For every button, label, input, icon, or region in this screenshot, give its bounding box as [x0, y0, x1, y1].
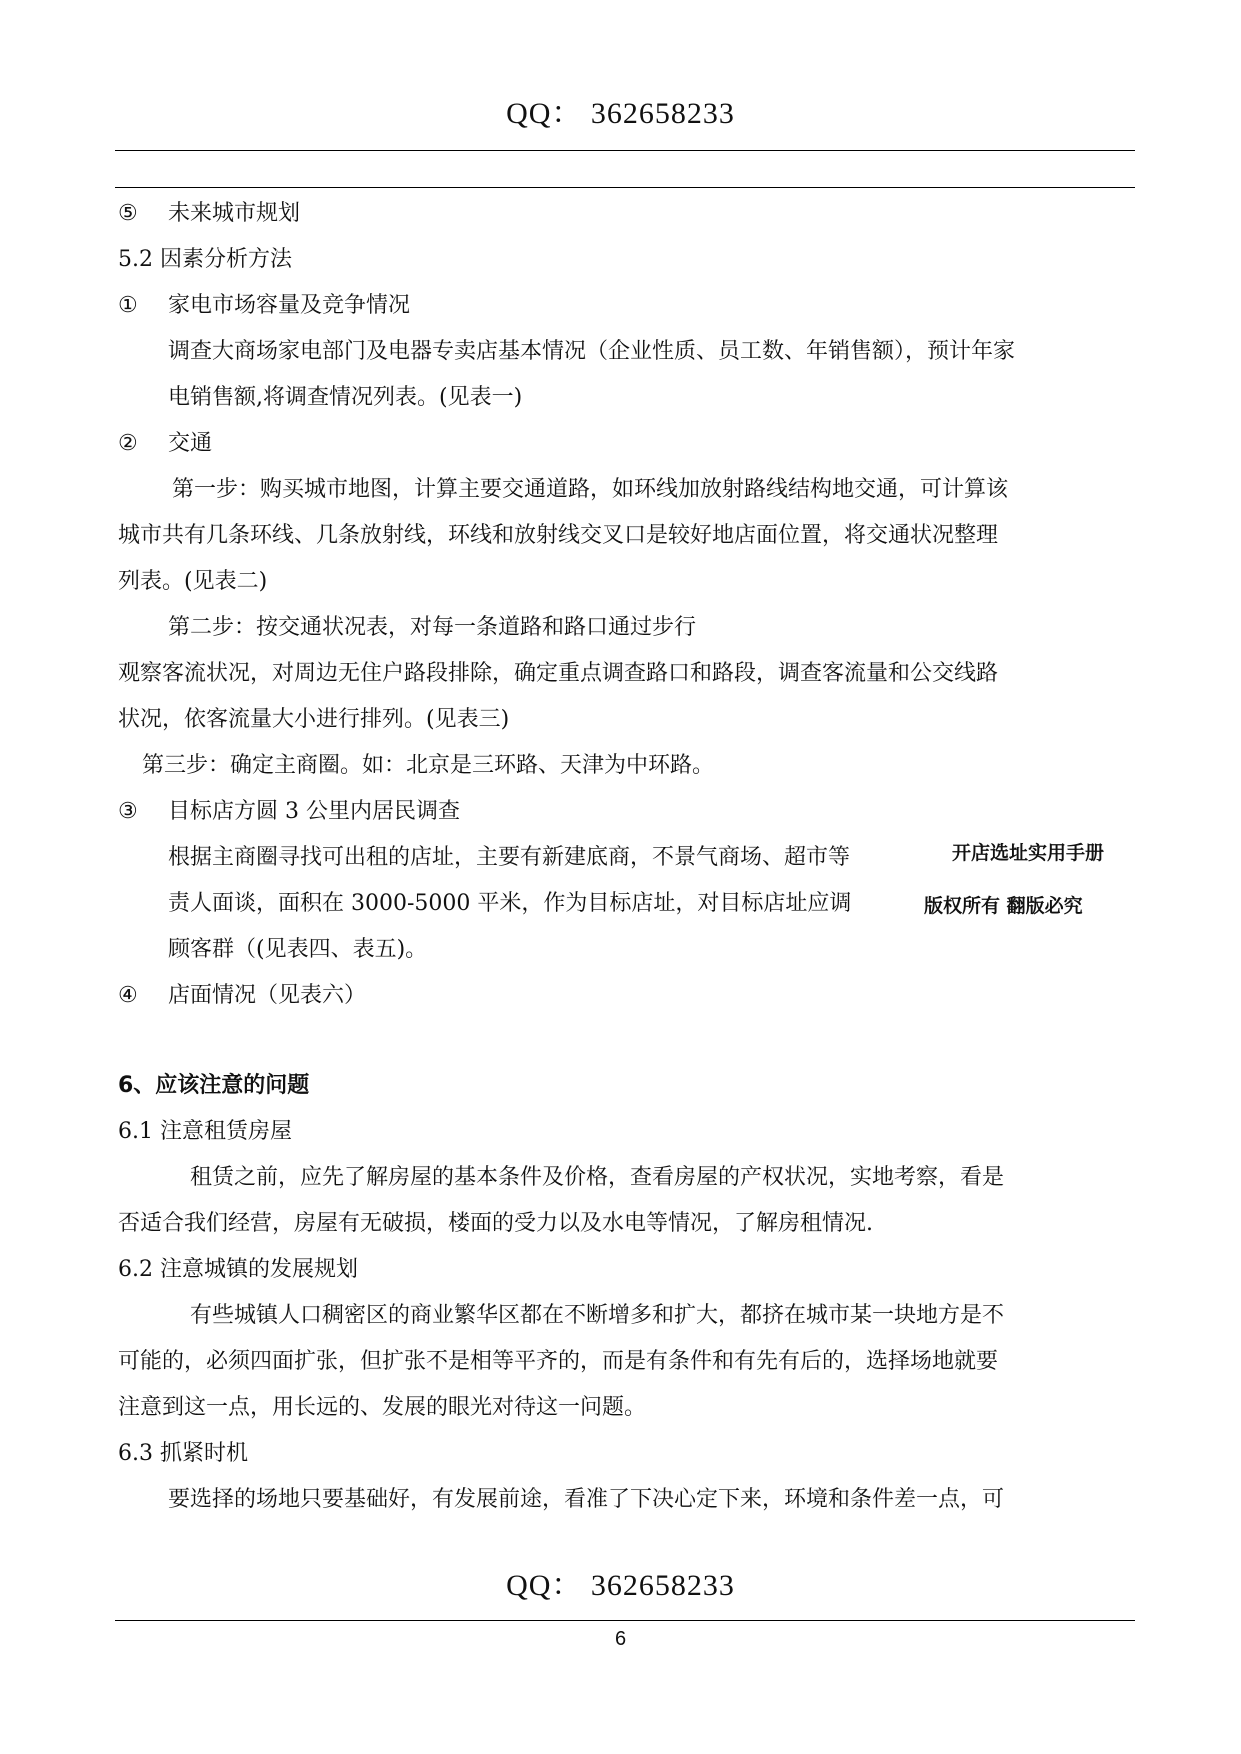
list-item-2: ② 交通 [118, 431, 213, 456]
paragraph-line: 根据主商圈寻找可出租的店址，主要有新建底商，不景气商场、超市等 [168, 845, 851, 870]
paragraph-line: 顾客群（(见表四、表五)。 [168, 937, 428, 962]
paragraph-line: 第二步：按交通状况表，对每一条道路和路口通过步行 [168, 615, 697, 640]
footer-rule [115, 1620, 1135, 1621]
section-6-1-heading: 6.1 注意租赁房屋 [118, 1119, 292, 1144]
list-item-3: ③ 目标店方圆 3 公里内居民调查 [118, 799, 460, 824]
paragraph-line: 可能的，必须四面扩张，但扩张不是相等平齐的，而是有条件和有先有后的，选择场地就要 [118, 1349, 999, 1374]
paragraph-line: 租赁之前，应先了解房屋的基本条件及价格，查看房屋的产权状况，实地考察，看是 [190, 1165, 1005, 1190]
page-number: 6 [614, 1628, 627, 1650]
section-6-2-heading: 6.2 注意城镇的发展规划 [118, 1257, 358, 1282]
section-6-heading: 6、应该注意的问题 [118, 1073, 310, 1098]
list-item-1: ① 家电市场容量及竞争情况 [118, 293, 411, 318]
list-item-5: ⑤ 未来城市规划 [118, 201, 301, 226]
paragraph-line: 责人面谈，面积在 3000-5000 平米，作为目标店址，对目标店址应调 [168, 891, 852, 916]
header-qq: QQ： 362658233 [506, 97, 735, 130]
paragraph-line: 第一步：购买城市地图，计算主要交通道路，如环线加放射路线结构地交通，可计算该 [172, 477, 1009, 502]
paragraph-line: 观察客流状况，对周边无住户路段排除，确定重点调查路口和路段，调查客流量和公交线路 [118, 661, 999, 686]
paragraph-line: 有些城镇人口稠密区的商业繁华区都在不断增多和扩大，都挤在城市某一块地方是不 [190, 1303, 1005, 1328]
section-6-3-heading: 6.3 抓紧时机 [118, 1441, 248, 1466]
footer-qq: QQ： 362658233 [506, 1569, 735, 1602]
paragraph-line: 列表。(见表二) [118, 569, 268, 594]
paragraph-line: 状况，依客流量大小进行排列。(见表三) [118, 707, 510, 732]
header-rule-bottom [115, 187, 1135, 188]
paragraph-line: 城市共有几条环线、几条放射线，环线和放射线交叉口是较好地店面位置，将交通状况整理 [118, 523, 999, 548]
watermark-title: 开店选址实用手册 [950, 838, 1106, 865]
watermark-copyright: 版权所有 翻版必究 [922, 891, 1085, 918]
paragraph-line: 否适合我们经营，房屋有无破损，楼面的受力以及水电等情况，了解房租情况. [118, 1211, 873, 1236]
header-rule-top [115, 150, 1135, 151]
paragraph-line: 注意到这一点，用长远的、发展的眼光对待这一问题。 [118, 1395, 647, 1420]
paragraph-line: 第三步：确定主商圈。如：北京是三环路、天津为中环路。 [142, 753, 715, 778]
paragraph-line: 电销售额,将调查情况列表。(见表一) [168, 385, 523, 410]
paragraph-line: 调查大商场家电部门及电器专卖店基本情况（企业性质、员工数、年销售额），预计年家 [168, 339, 1016, 364]
section-5-2-heading: 5.2 因素分析方法 [118, 247, 292, 272]
list-item-4: ④ 店面情况（见表六） [118, 983, 367, 1008]
paragraph-line: 要选择的场地只要基础好，有发展前途，看准了下决心定下来，环境和条件差一点，可 [168, 1487, 1005, 1512]
